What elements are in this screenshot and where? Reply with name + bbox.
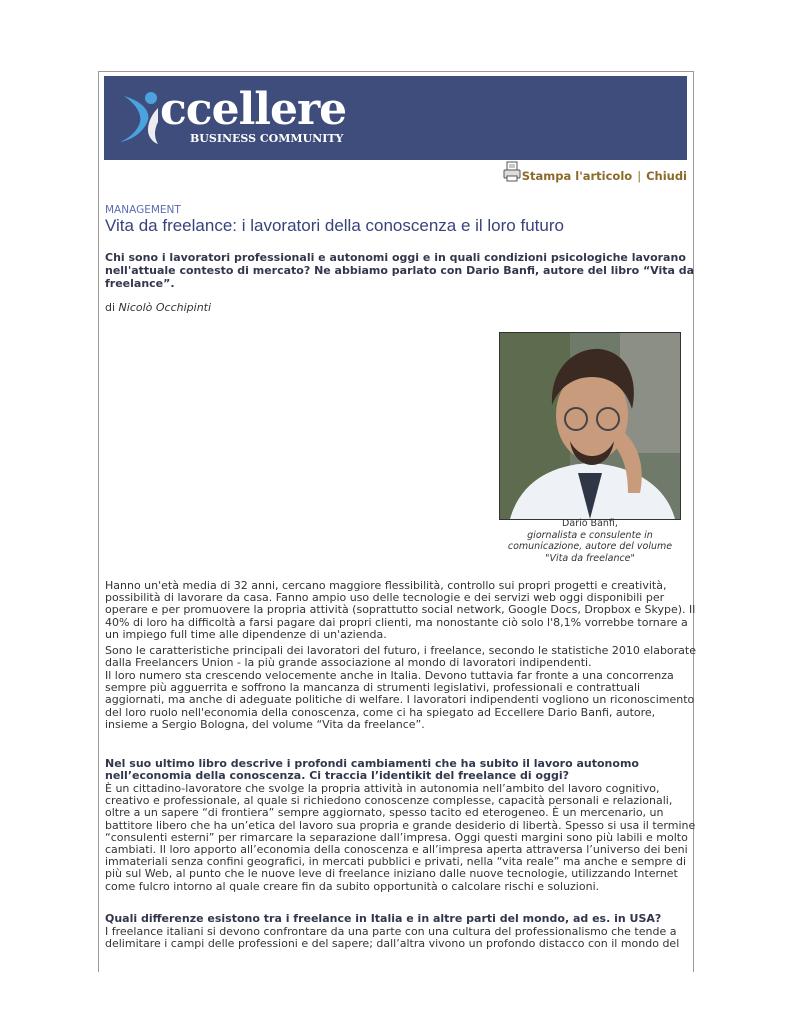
printer-icon[interactable] [503, 161, 521, 183]
question-2: Quali differenze esistono tra i freelance in Italia e in altre parti del mondo, ad es. in USA? [105, 912, 662, 925]
header-banner [104, 76, 687, 160]
logo-figure-icon [118, 90, 166, 146]
portrait-illustration [500, 333, 680, 519]
body-paragraph-3: Il loro numero sta crescendo velocemente anche in Italia. Devono tuttavia far fronte a una concorrenza sempre più agguerrita e soffrono la mancanza di strumenti legislativi, professionali e contrattuali aggiornati, ma anche di adeguate politiche di welfare. I lavoratori indipendenti vogliono un riconoscimento del loro ruolo nell'economia della conoscenza, come ci ha spiegato ad Eccellere Dario Banfi, autore, insieme a Sergio Bologna, del volume “Vita da freelance”. [105, 669, 695, 731]
article-title: Vita da freelance: i lavoratori della conoscenza e il loro futuro [105, 216, 564, 235]
close-link[interactable]: Chiudi [646, 169, 687, 183]
caption-name: Dario Banfi, [562, 518, 618, 529]
question-1: Nel suo ultimo libro descrive i profondi cambiamenti che ha subito il lavoro autonomo nell’economia della conoscenza. Ci traccia l’identikit del freelance di oggi? [105, 757, 639, 783]
answer-2: I freelance italiani si devono confrontare da una parte con una cultura del professionalismo che tende a delimitare i campi delle professioni e del sapere; dall’altra vivono un profondo distacco con il mondo del [105, 925, 680, 951]
logo-wordmark: ccellere [160, 84, 347, 135]
article-actions [503, 161, 687, 183]
byline-prefix: di [105, 301, 116, 314]
actions-separator: | [637, 169, 642, 183]
body-paragraph-1: Hanno un'età media di 32 anni, cercano maggiore flessibilità, controllo sui propri progetti e creatività, possibilità di lavorare da casa. Fanno ampio uso delle tecnologie e dei servizi web oggi disponibili per operare e per promuovere la propria attività (soprattutto social network, Google Docs, Dropbox e Skype). Il 40% di loro ha difficoltà a farsi pagare dai propri clienti, ma nonostante ciò solo l'8,1% vorrebbe tornare a un impiego full time alle dipendenze di un'azienda. [105, 579, 696, 641]
logo-tagline: BUSINESS COMMUNITY [190, 132, 344, 145]
print-article-link[interactable]: Stampa l'articolo [521, 169, 633, 183]
body-paragraph-2: Sono le caratteristiche principali dei lavoratori del futuro, i freelance, secondo le statistiche 2010 elaborate dalla Freelancers Union - la più grande associazione al mondo di lavoratori indipendenti. [105, 644, 697, 670]
photo-caption [499, 518, 681, 564]
author-name: Nicolò Occhipinti [118, 301, 212, 314]
caption-role: giornalista e consulente in comunicazione, autore del volume "Vita da freelance" [507, 529, 673, 564]
byline [105, 301, 211, 314]
author-photo [499, 332, 681, 520]
section-label: MANAGEMENT [105, 204, 181, 216]
article-lead: Chi sono i lavoratori professionali e autonomi oggi e in quali condizioni psicologiche lavorano nell'attuale contesto di mercato? Ne abbiamo parlato con Dario Banfi, autore del libro “Vita da freelance”. [105, 251, 695, 290]
answer-1: È un cittadino-lavoratore che svolge la propria attività in autonomia nell’ambito del lavoro cognitivo, creativo e professionale, al quale si richiedono conoscenze complesse, capacità personali e relazionali, oltre a un sapere “di frontiera” sempre aggiornato, spesso tacito ed eterogeneo. È un mercenario, un battitore libero che ha un’etica del lavoro sua propria e grande desiderio di libertà. Spesso si usa il termine “consulenti esterni” per rimarcare la separazione dall’impresa. Oggi questi margini sono più labili e molto cambiati. Il loro apporto all’economia della conoscenza e all’impresa aperta attraversa l’universo dei beni immateriali senza confini geografici, in mercati pubblici e privati, nella “vita reale” ma anche e sempre di più sul Web, al punto che le nuove leve di freelance iniziano dalle nuove tecnologie, utilizzando Internet come fulcro intorno al quale creare fin da subito opportunità o calcolare rischi e soluzioni. [105, 782, 696, 893]
